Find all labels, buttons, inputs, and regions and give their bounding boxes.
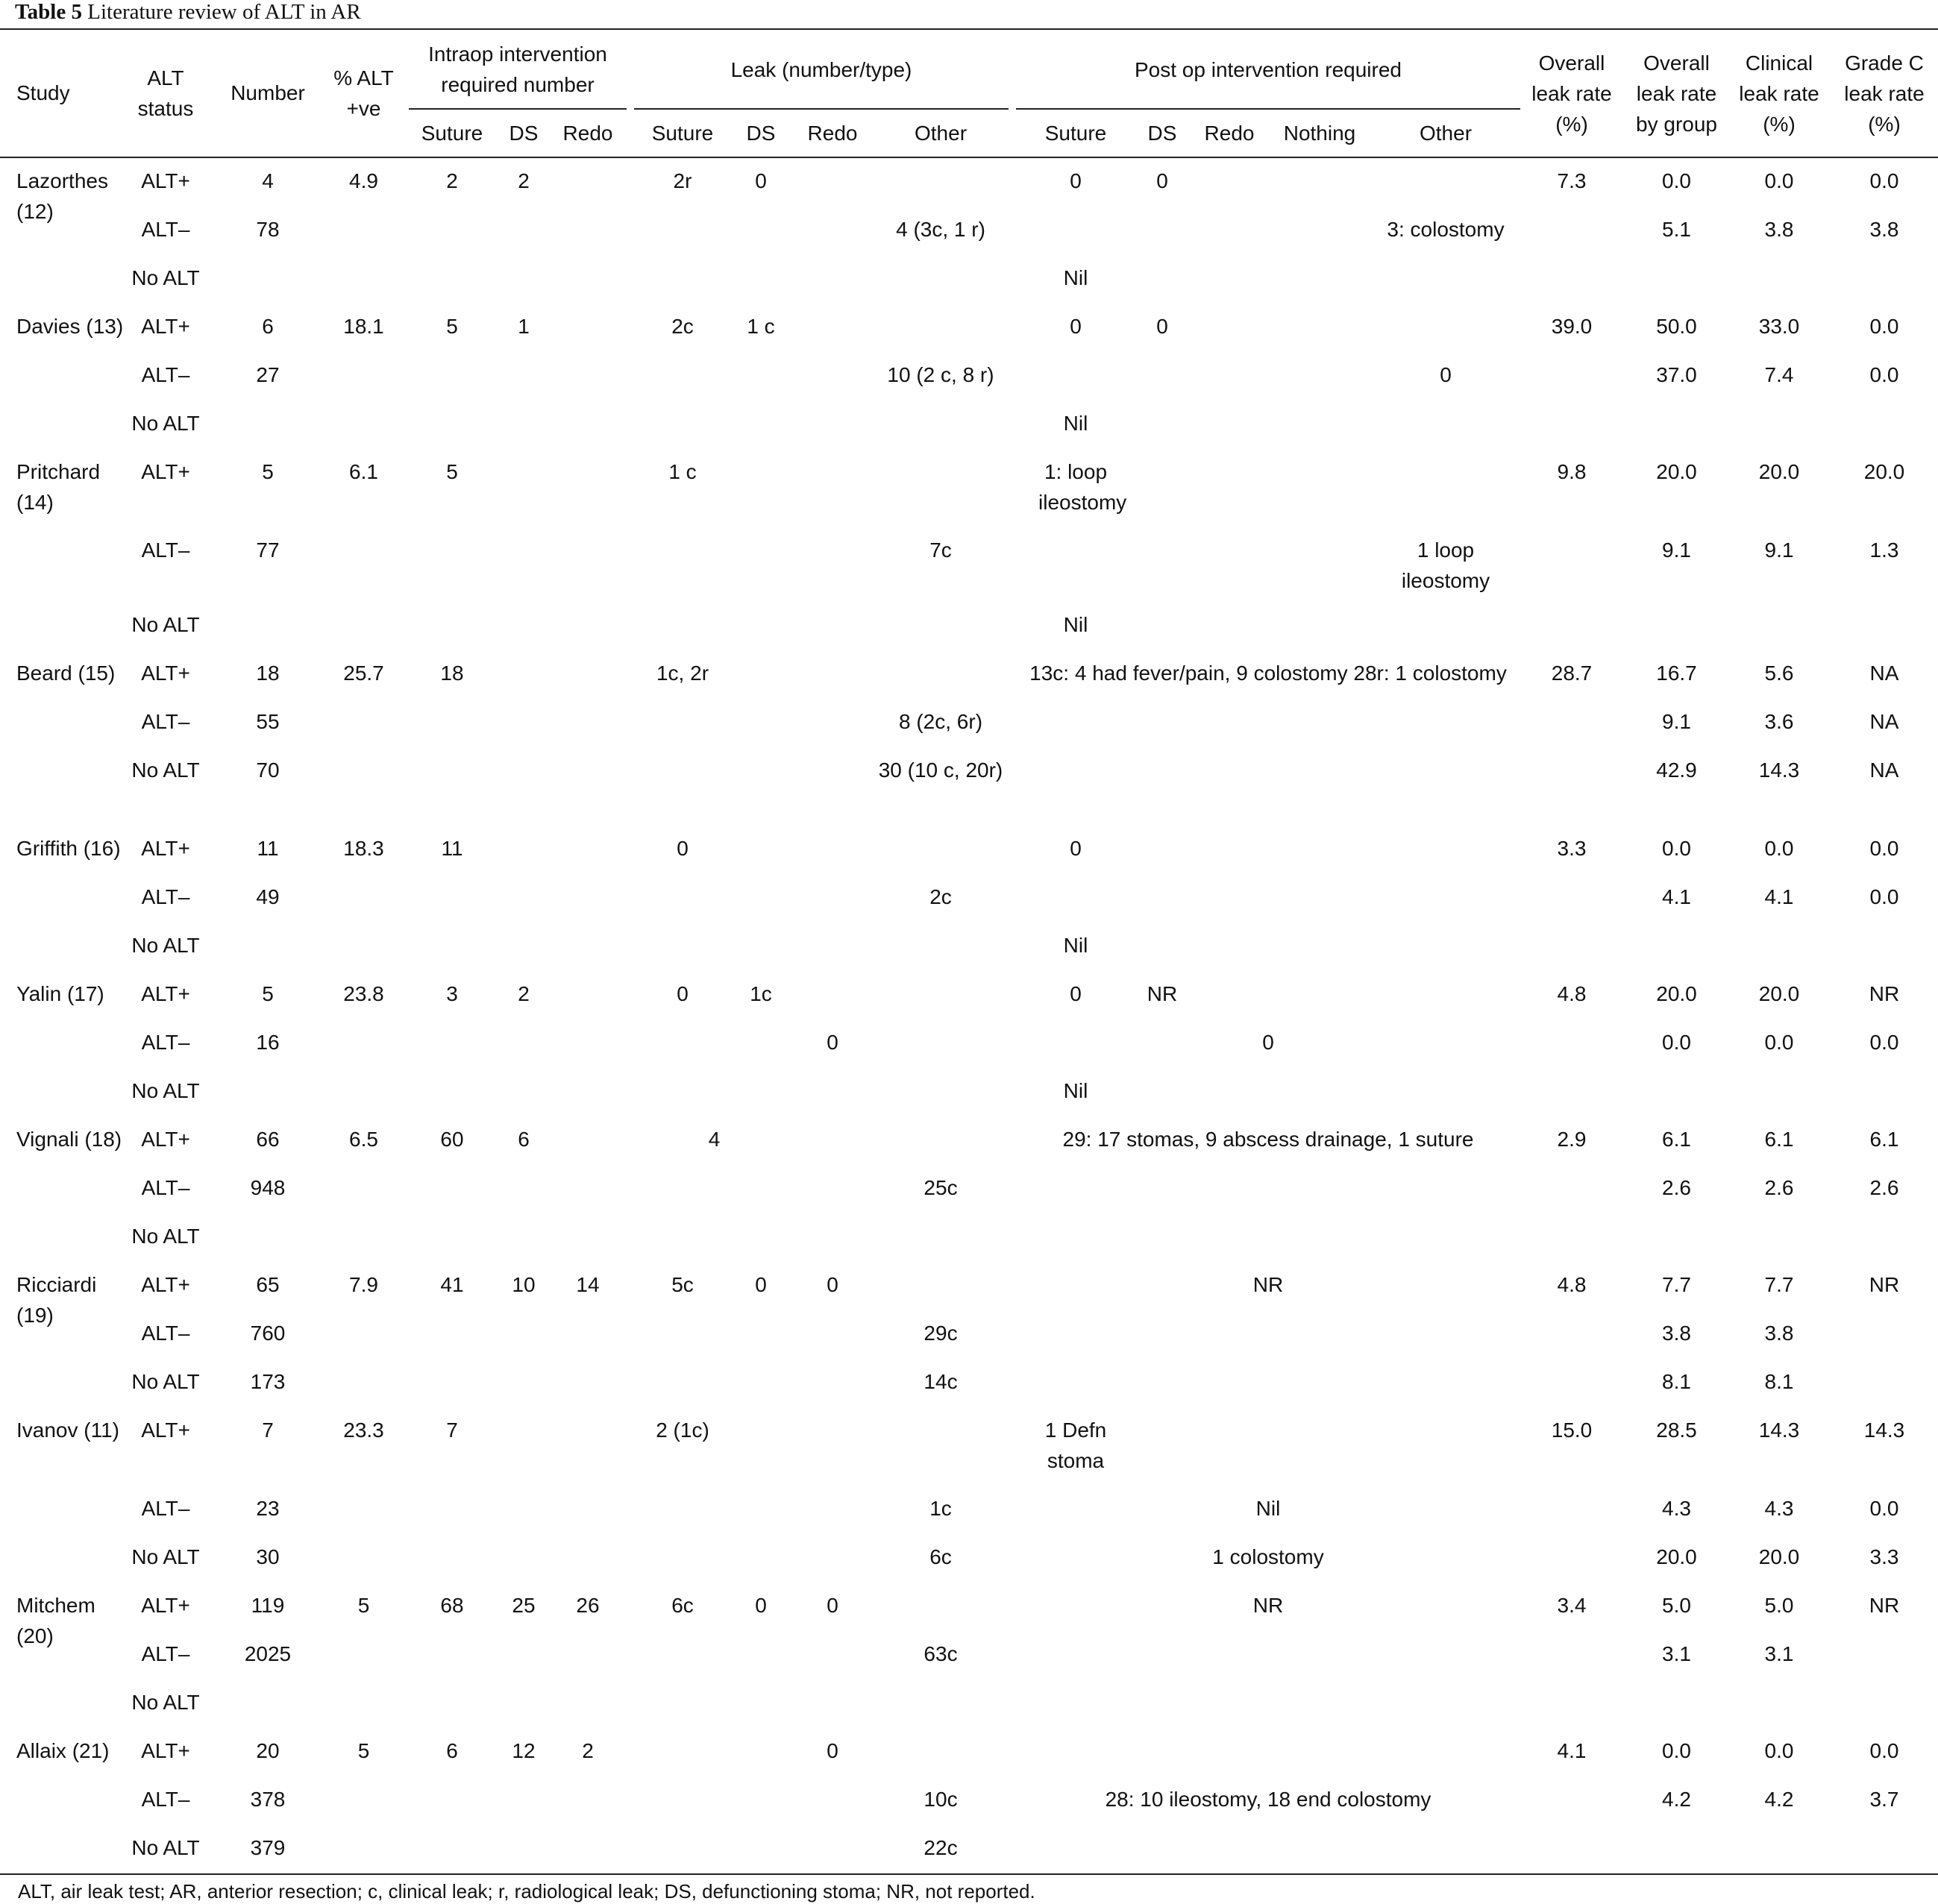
grade-c-cell: NA	[1869, 758, 1899, 782]
alt-status-cell: ALT+	[141, 837, 190, 860]
intraop-redo-cell: 26	[576, 1594, 600, 1617]
number-cell: 27	[256, 363, 280, 386]
header-leak-group: Leak (number/type)	[730, 58, 912, 81]
clinical-leak-cell: 4.2	[1764, 1788, 1794, 1811]
overall-leak-rate-cell: 4.8	[1557, 1273, 1587, 1296]
intraop-suture-cell: 68	[440, 1594, 464, 1617]
overall-by-group-cell: 9.1	[1662, 538, 1691, 562]
alt-status-cell: ALT+	[141, 460, 190, 483]
header-leak-other: Other	[914, 122, 968, 145]
overall-by-group-cell: 2.6	[1662, 1176, 1691, 1199]
leak-redo-cell: 0	[827, 1031, 838, 1054]
intraop-suture-cell: 7	[446, 1418, 458, 1442]
leak-other-cell: 7c	[929, 538, 952, 562]
study-cell: Davies (13)	[16, 315, 124, 338]
pct-alt-cell: 25.7	[343, 662, 384, 685]
leak-merged-cell: 4	[708, 1128, 721, 1151]
overall-by-group-cell: 20.0	[1656, 460, 1697, 483]
overall-by-group-cell: 5.0	[1662, 1594, 1691, 1617]
postop-merged-cell: 28: 10 ileostomy, 18 end colostomy	[1105, 1788, 1431, 1811]
clinical-leak-cell: 3.1	[1764, 1642, 1794, 1665]
intraop-suture-cell: 3	[446, 982, 458, 1005]
leak-ds-cell: 1c	[750, 982, 772, 1005]
postop-ds-cell: NR	[1147, 982, 1178, 1005]
overall-by-group-cell: 20.0	[1656, 1545, 1697, 1568]
postop-group-rule	[1016, 108, 1520, 110]
study-cell: Griffith (16)	[16, 837, 121, 860]
pct-alt-cell: 4.9	[349, 169, 378, 192]
overall-by-group-cell: 4.1	[1662, 885, 1691, 908]
clinical-leak-cell: 0.0	[1764, 837, 1794, 860]
overall-by-group-cell: 50.0	[1656, 315, 1697, 338]
pct-alt-cell: 23.3	[343, 1418, 384, 1442]
clinical-leak-cell: 14.3	[1758, 1418, 1800, 1442]
grade-c-cell: NR	[1869, 1594, 1900, 1617]
number-cell: 379	[250, 1836, 286, 1859]
overall-by-group-cell: 9.1	[1662, 710, 1691, 733]
number-cell: 5	[262, 460, 274, 483]
leak-other-cell: 6c	[929, 1545, 952, 1568]
leak-suture-cell: 0	[677, 982, 689, 1005]
leak-ds-cell: 0	[755, 169, 767, 192]
leak-other-cell: 10c	[923, 1788, 958, 1811]
alt-status-cell: ALT–	[141, 538, 190, 562]
alt-status-cell: No ALT	[131, 613, 200, 636]
intraop-ds-cell: 2	[518, 982, 530, 1005]
clinical-leak-cell: 8.1	[1764, 1370, 1794, 1393]
leak-other-cell: 63c	[923, 1642, 958, 1665]
header-postop-nothing: Nothing	[1283, 122, 1356, 145]
alt-status-cell: No ALT	[131, 1225, 200, 1248]
postop-suture-cell: 1 Defn stoma	[1044, 1418, 1107, 1472]
pct-alt-cell: 6.1	[349, 460, 378, 483]
alt-status-cell: ALT–	[141, 1322, 190, 1345]
overall-by-group-cell: 20.0	[1656, 982, 1697, 1005]
intraop-ds-cell: 6	[518, 1128, 530, 1151]
number-cell: 11	[257, 837, 279, 860]
overall-by-group-cell: 42.9	[1656, 758, 1697, 782]
number-cell: 30	[256, 1545, 280, 1568]
header-study: Study	[16, 81, 70, 104]
overall-by-group-cell: 7.7	[1662, 1273, 1691, 1296]
postop-merged-cell: NR	[1252, 1273, 1284, 1296]
leak-other-cell: 30 (10 c, 20r)	[878, 758, 1003, 782]
pct-alt-cell: 6.5	[349, 1128, 378, 1151]
study-cell: Lazorthes (12)	[16, 169, 108, 223]
postop-merged-cell: 0	[1262, 1031, 1274, 1054]
overall-by-group-cell: 0.0	[1662, 169, 1691, 192]
leak-suture-cell: 1c, 2r	[656, 662, 709, 685]
alt-status-cell: ALT–	[141, 1176, 190, 1199]
grade-c-cell: 3.7	[1869, 1788, 1899, 1811]
overall-leak-rate-cell: 39.0	[1551, 315, 1593, 338]
header-bottom-rule	[0, 157, 1938, 158]
number-cell: 77	[256, 538, 280, 562]
clinical-leak-cell: 5.6	[1764, 662, 1794, 685]
postop-suture-cell: 0	[1070, 315, 1082, 338]
leak-other-cell: 22c	[923, 1836, 958, 1859]
postop-suture-cell: Nil	[1063, 1079, 1088, 1102]
overall-leak-rate-cell: 7.3	[1557, 169, 1587, 192]
header-intraop-suture: Suture	[421, 122, 483, 145]
header-alt-status: ALT status	[137, 66, 194, 120]
leak-suture-cell: 0	[677, 837, 689, 860]
alt-status-cell: No ALT	[131, 1370, 200, 1393]
clinical-leak-cell: 3.8	[1764, 218, 1794, 241]
grade-c-cell: 3.8	[1869, 218, 1899, 241]
intraop-suture-cell: 6	[446, 1739, 458, 1762]
overall-by-group-cell: 3.1	[1662, 1642, 1691, 1665]
number-cell: 20	[256, 1739, 280, 1762]
number-cell: 6	[262, 315, 274, 338]
study-cell: Yalin (17)	[16, 982, 104, 1005]
header-intraop-redo: Redo	[562, 122, 613, 145]
grade-c-cell: 0.0	[1869, 885, 1899, 908]
postop-suture-cell: Nil	[1063, 613, 1088, 636]
number-cell: 49	[256, 885, 280, 908]
header-leak-redo: Redo	[807, 122, 858, 145]
clinical-leak-cell: 5.0	[1764, 1594, 1794, 1617]
grade-c-cell: 6.1	[1869, 1128, 1899, 1151]
header-postop-ds: DS	[1147, 122, 1177, 145]
leak-ds-cell: 0	[755, 1594, 767, 1617]
clinical-leak-cell: 4.1	[1764, 885, 1794, 908]
intraop-suture-cell: 11	[441, 837, 463, 860]
alt-status-cell: ALT–	[141, 710, 190, 733]
header-intraop-ds: DS	[509, 122, 539, 145]
overall-leak-rate-cell: 15.0	[1551, 1418, 1593, 1442]
header-postop-suture: Suture	[1044, 122, 1107, 145]
leak-group-rule	[634, 108, 1009, 110]
alt-status-cell: ALT–	[141, 1497, 190, 1520]
leak-other-cell: 2c	[929, 885, 952, 908]
intraop-ds-cell: 12	[512, 1739, 536, 1762]
intraop-ds-cell: 1	[518, 315, 530, 338]
header-overall-by-group: Overall leak rate by group	[1636, 51, 1717, 136]
overall-by-group-cell: 0.0	[1662, 837, 1691, 860]
alt-status-cell: No ALT	[131, 412, 200, 435]
overall-by-group-cell: 8.1	[1662, 1370, 1691, 1393]
table-title: Literature review of ALT in AR	[82, 0, 361, 24]
leak-other-cell: 8 (2c, 6r)	[898, 710, 983, 733]
number-cell: 65	[256, 1273, 280, 1296]
grade-c-cell: 0.0	[1869, 169, 1899, 192]
header-leak-ds: DS	[746, 122, 776, 145]
overall-by-group-cell: 3.8	[1662, 1322, 1691, 1345]
postop-suture-cell: Nil	[1063, 412, 1088, 435]
study-cell: Vignali (18)	[16, 1128, 122, 1151]
grade-c-cell: NR	[1869, 1273, 1900, 1296]
alt-status-cell: ALT+	[141, 982, 190, 1005]
alt-status-cell: No ALT	[131, 1079, 200, 1102]
header-leak-suture: Suture	[651, 122, 714, 145]
clinical-leak-cell: 9.1	[1764, 538, 1794, 562]
leak-redo-cell: 0	[827, 1273, 838, 1296]
intraop-ds-cell: 25	[512, 1594, 536, 1617]
alt-status-cell: ALT–	[141, 1031, 190, 1054]
postop-suture-cell: 0	[1070, 837, 1082, 860]
header-number: Number	[231, 81, 305, 104]
clinical-leak-cell: 0.0	[1764, 1031, 1794, 1054]
header-clinical-leak: Clinical leak rate (%)	[1739, 51, 1819, 136]
study-cell: Allaix (21)	[16, 1739, 110, 1762]
pct-alt-cell: 23.8	[343, 982, 384, 1005]
grade-c-cell: 3.3	[1869, 1545, 1899, 1568]
postop-suture-cell: Nil	[1063, 266, 1088, 289]
alt-status-cell: ALT–	[141, 1642, 190, 1665]
pct-alt-cell: 5	[357, 1739, 370, 1762]
overall-by-group-cell: 5.1	[1662, 218, 1691, 241]
alt-status-cell: ALT+	[141, 169, 190, 192]
alt-status-cell: No ALT	[131, 1545, 200, 1568]
alt-status-cell: No ALT	[131, 266, 200, 289]
clinical-leak-cell: 20.0	[1758, 982, 1800, 1005]
clinical-leak-cell: 0.0	[1764, 1739, 1794, 1762]
intraop-suture-cell: 5	[446, 460, 458, 483]
leak-suture-cell: 2r	[673, 169, 692, 192]
number-cell: 23	[256, 1497, 280, 1520]
postop-merged-cell: Nil	[1255, 1497, 1281, 1520]
study-cell: Ricciardi (19)	[16, 1273, 97, 1327]
leak-other-cell: 4 (3c, 1 r)	[896, 218, 985, 241]
overall-leak-rate-cell: 3.3	[1557, 837, 1587, 860]
study-cell: Beard (15)	[16, 662, 116, 685]
leak-other-cell: 1c	[929, 1497, 952, 1520]
clinical-leak-cell: 0.0	[1764, 169, 1794, 192]
grade-c-cell: 0.0	[1869, 837, 1899, 860]
leak-suture-cell: 2c	[671, 315, 694, 338]
number-cell: 948	[250, 1176, 286, 1199]
study-cell: Ivanov (11)	[16, 1418, 119, 1442]
postop-merged-cell: 1 colostomy	[1212, 1545, 1324, 1568]
clinical-leak-cell: 2.6	[1764, 1176, 1794, 1199]
leak-suture-cell: 1 c	[668, 460, 697, 483]
postop-ds-cell: 0	[1156, 315, 1168, 338]
intraop-ds-cell: 10	[512, 1273, 536, 1296]
number-cell: 18	[256, 662, 280, 685]
clinical-leak-cell: 4.3	[1764, 1497, 1794, 1520]
clinical-leak-cell: 20.0	[1758, 460, 1800, 483]
alt-status-cell: ALT–	[141, 1788, 190, 1811]
clinical-leak-cell: 7.7	[1764, 1273, 1794, 1296]
grade-c-cell: 0.0	[1869, 1739, 1899, 1762]
overall-by-group-cell: 37.0	[1656, 363, 1697, 386]
postop-other-cell: 0	[1440, 363, 1452, 386]
overall-leak-rate-cell: 9.8	[1557, 460, 1587, 483]
overall-by-group-cell: 16.7	[1656, 662, 1697, 685]
intraop-group-rule	[409, 108, 627, 110]
intraop-redo-cell: 14	[576, 1273, 600, 1296]
header-pct-alt: % ALT +ve	[333, 66, 394, 120]
alt-status-cell: ALT–	[141, 218, 190, 241]
postop-ds-cell: 0	[1156, 169, 1168, 192]
grade-c-cell: 20.0	[1863, 460, 1905, 483]
leak-suture-cell: 2 (1c)	[656, 1418, 709, 1442]
postop-merged-cell: NR	[1252, 1594, 1284, 1617]
intraop-ds-cell: 2	[518, 169, 530, 192]
number-cell: 66	[256, 1128, 280, 1151]
alt-status-cell: ALT+	[141, 315, 190, 338]
number-cell: 173	[250, 1370, 286, 1393]
leak-suture-cell: 6c	[671, 1594, 694, 1617]
alt-status-cell: No ALT	[131, 758, 200, 782]
overall-by-group-cell: 6.1	[1662, 1128, 1691, 1151]
table-caption	[15, 0, 361, 24]
overall-by-group-cell: 0.0	[1662, 1739, 1691, 1762]
clinical-leak-cell: 7.4	[1764, 363, 1794, 386]
grade-c-cell: 14.3	[1863, 1418, 1905, 1442]
overall-leak-rate-cell: 4.8	[1557, 982, 1587, 1005]
overall-leak-rate-cell: 2.9	[1557, 1128, 1587, 1151]
alt-status-cell: No ALT	[131, 1691, 200, 1714]
grade-c-cell: 0.0	[1869, 1497, 1899, 1520]
leak-other-cell: 29c	[923, 1322, 958, 1345]
intraop-suture-cell: 60	[440, 1128, 464, 1151]
postop-other-cell: 3: colostomy	[1387, 218, 1505, 241]
study-cell: Pritchard (14)	[16, 460, 101, 514]
overall-leak-rate-cell: 28.7	[1551, 662, 1593, 685]
pct-alt-cell: 5	[357, 1594, 370, 1617]
header-intraop-group: Intraop intervention required number	[428, 43, 607, 96]
grade-c-cell: NA	[1869, 710, 1899, 733]
overall-leak-rate-cell: 3.4	[1557, 1594, 1587, 1617]
alt-status-cell: No ALT	[131, 934, 200, 957]
grade-c-cell: NR	[1869, 982, 1900, 1005]
pct-alt-cell: 7.9	[349, 1273, 378, 1296]
number-cell: 378	[250, 1788, 286, 1811]
postop-suture-cell: 0	[1070, 982, 1082, 1005]
overall-by-group-cell: 4.2	[1662, 1788, 1691, 1811]
alt-status-cell: ALT+	[141, 1273, 190, 1296]
pct-alt-cell: 18.3	[343, 837, 384, 860]
clinical-leak-cell: 33.0	[1758, 315, 1800, 338]
postop-suture-cell: 0	[1070, 169, 1082, 192]
header-postop-group: Post op intervention required	[1135, 58, 1402, 81]
leak-suture-cell: 5c	[671, 1273, 694, 1296]
grade-c-cell: NA	[1869, 662, 1899, 685]
study-cell: Mitchem (20)	[16, 1594, 95, 1647]
number-cell: 78	[256, 218, 280, 241]
header-postop-redo: Redo	[1204, 122, 1255, 145]
leak-other-cell: 10 (2 c, 8 r)	[887, 363, 994, 386]
header-grade-c: Grade C leak rate (%)	[1844, 51, 1925, 136]
header-overall-leak-rate: Overall leak rate (%)	[1531, 51, 1612, 136]
number-cell: 119	[251, 1594, 285, 1617]
bottom-rule	[0, 1873, 1938, 1875]
alt-status-cell: ALT+	[141, 1594, 190, 1617]
number-cell: 55	[256, 710, 280, 733]
number-cell: 5	[262, 982, 274, 1005]
postop-suture-cell: 1: loop ileostomy	[1038, 460, 1127, 514]
alt-status-cell: ALT–	[141, 885, 190, 908]
intraop-suture-cell: 5	[446, 315, 458, 338]
grade-c-cell: 0.0	[1869, 1031, 1899, 1054]
clinical-leak-cell: 3.6	[1764, 710, 1794, 733]
overall-by-group-cell: 0.0	[1662, 1031, 1691, 1054]
table-footnote: ALT, air leak test; AR, anterior resection; c, clinical leak; r, radiological leak; DS, defunctioning stoma; NR, not reported.	[18, 1880, 1035, 1903]
overall-leak-rate-cell: 4.1	[1557, 1739, 1587, 1762]
top-rule	[0, 28, 1938, 30]
grade-c-cell: 0.0	[1869, 363, 1899, 386]
alt-status-cell: ALT+	[141, 1128, 190, 1151]
grade-c-cell: 0.0	[1869, 315, 1899, 338]
clinical-leak-cell: 14.3	[1758, 758, 1800, 782]
alt-status-cell: ALT+	[141, 1418, 190, 1442]
postop-merged-cell: 29: 17 stomas, 9 abscess drainage, 1 suture	[1062, 1128, 1474, 1151]
intraop-redo-cell: 2	[582, 1739, 594, 1762]
postop-other-cell: 1 loop ileostomy	[1401, 538, 1490, 592]
leak-ds-cell: 1 c	[747, 315, 775, 338]
number-cell: 16	[256, 1031, 280, 1054]
leak-ds-cell: 0	[755, 1273, 767, 1296]
grade-c-cell: 1.3	[1869, 538, 1899, 562]
overall-by-group-cell: 28.5	[1656, 1418, 1697, 1442]
intraop-suture-cell: 41	[440, 1273, 464, 1296]
leak-redo-cell: 0	[827, 1594, 838, 1617]
leak-other-cell: 25c	[923, 1176, 958, 1199]
alt-status-cell: ALT+	[141, 1739, 190, 1762]
alt-status-cell: No ALT	[131, 1836, 200, 1859]
number-cell: 760	[250, 1322, 286, 1345]
alt-status-cell: ALT–	[141, 363, 190, 386]
leak-redo-cell: 0	[827, 1739, 838, 1762]
overall-by-group-cell: 4.3	[1662, 1497, 1691, 1520]
number-cell: 70	[256, 758, 280, 782]
number-cell: 4	[262, 169, 274, 192]
intraop-suture-cell: 18	[440, 662, 464, 685]
grade-c-cell: 2.6	[1869, 1176, 1899, 1199]
number-cell: 2025	[244, 1642, 292, 1665]
clinical-leak-cell: 6.1	[1764, 1128, 1794, 1151]
header-postop-other: Other	[1419, 122, 1473, 145]
postop-suture-cell: Nil	[1063, 934, 1088, 957]
clinical-leak-cell: 3.8	[1764, 1322, 1794, 1345]
clinical-leak-cell: 20.0	[1758, 1545, 1800, 1568]
postop-merged-cell: 13c: 4 had fever/pain, 9 colostomy 28r: 1 colostomy	[1029, 662, 1507, 685]
number-cell: 7	[262, 1418, 274, 1442]
alt-status-cell: ALT+	[141, 662, 190, 685]
table-label: Table 5	[15, 0, 82, 24]
leak-other-cell: 14c	[923, 1370, 958, 1393]
intraop-suture-cell: 2	[446, 169, 458, 192]
pct-alt-cell: 18.1	[343, 315, 384, 338]
